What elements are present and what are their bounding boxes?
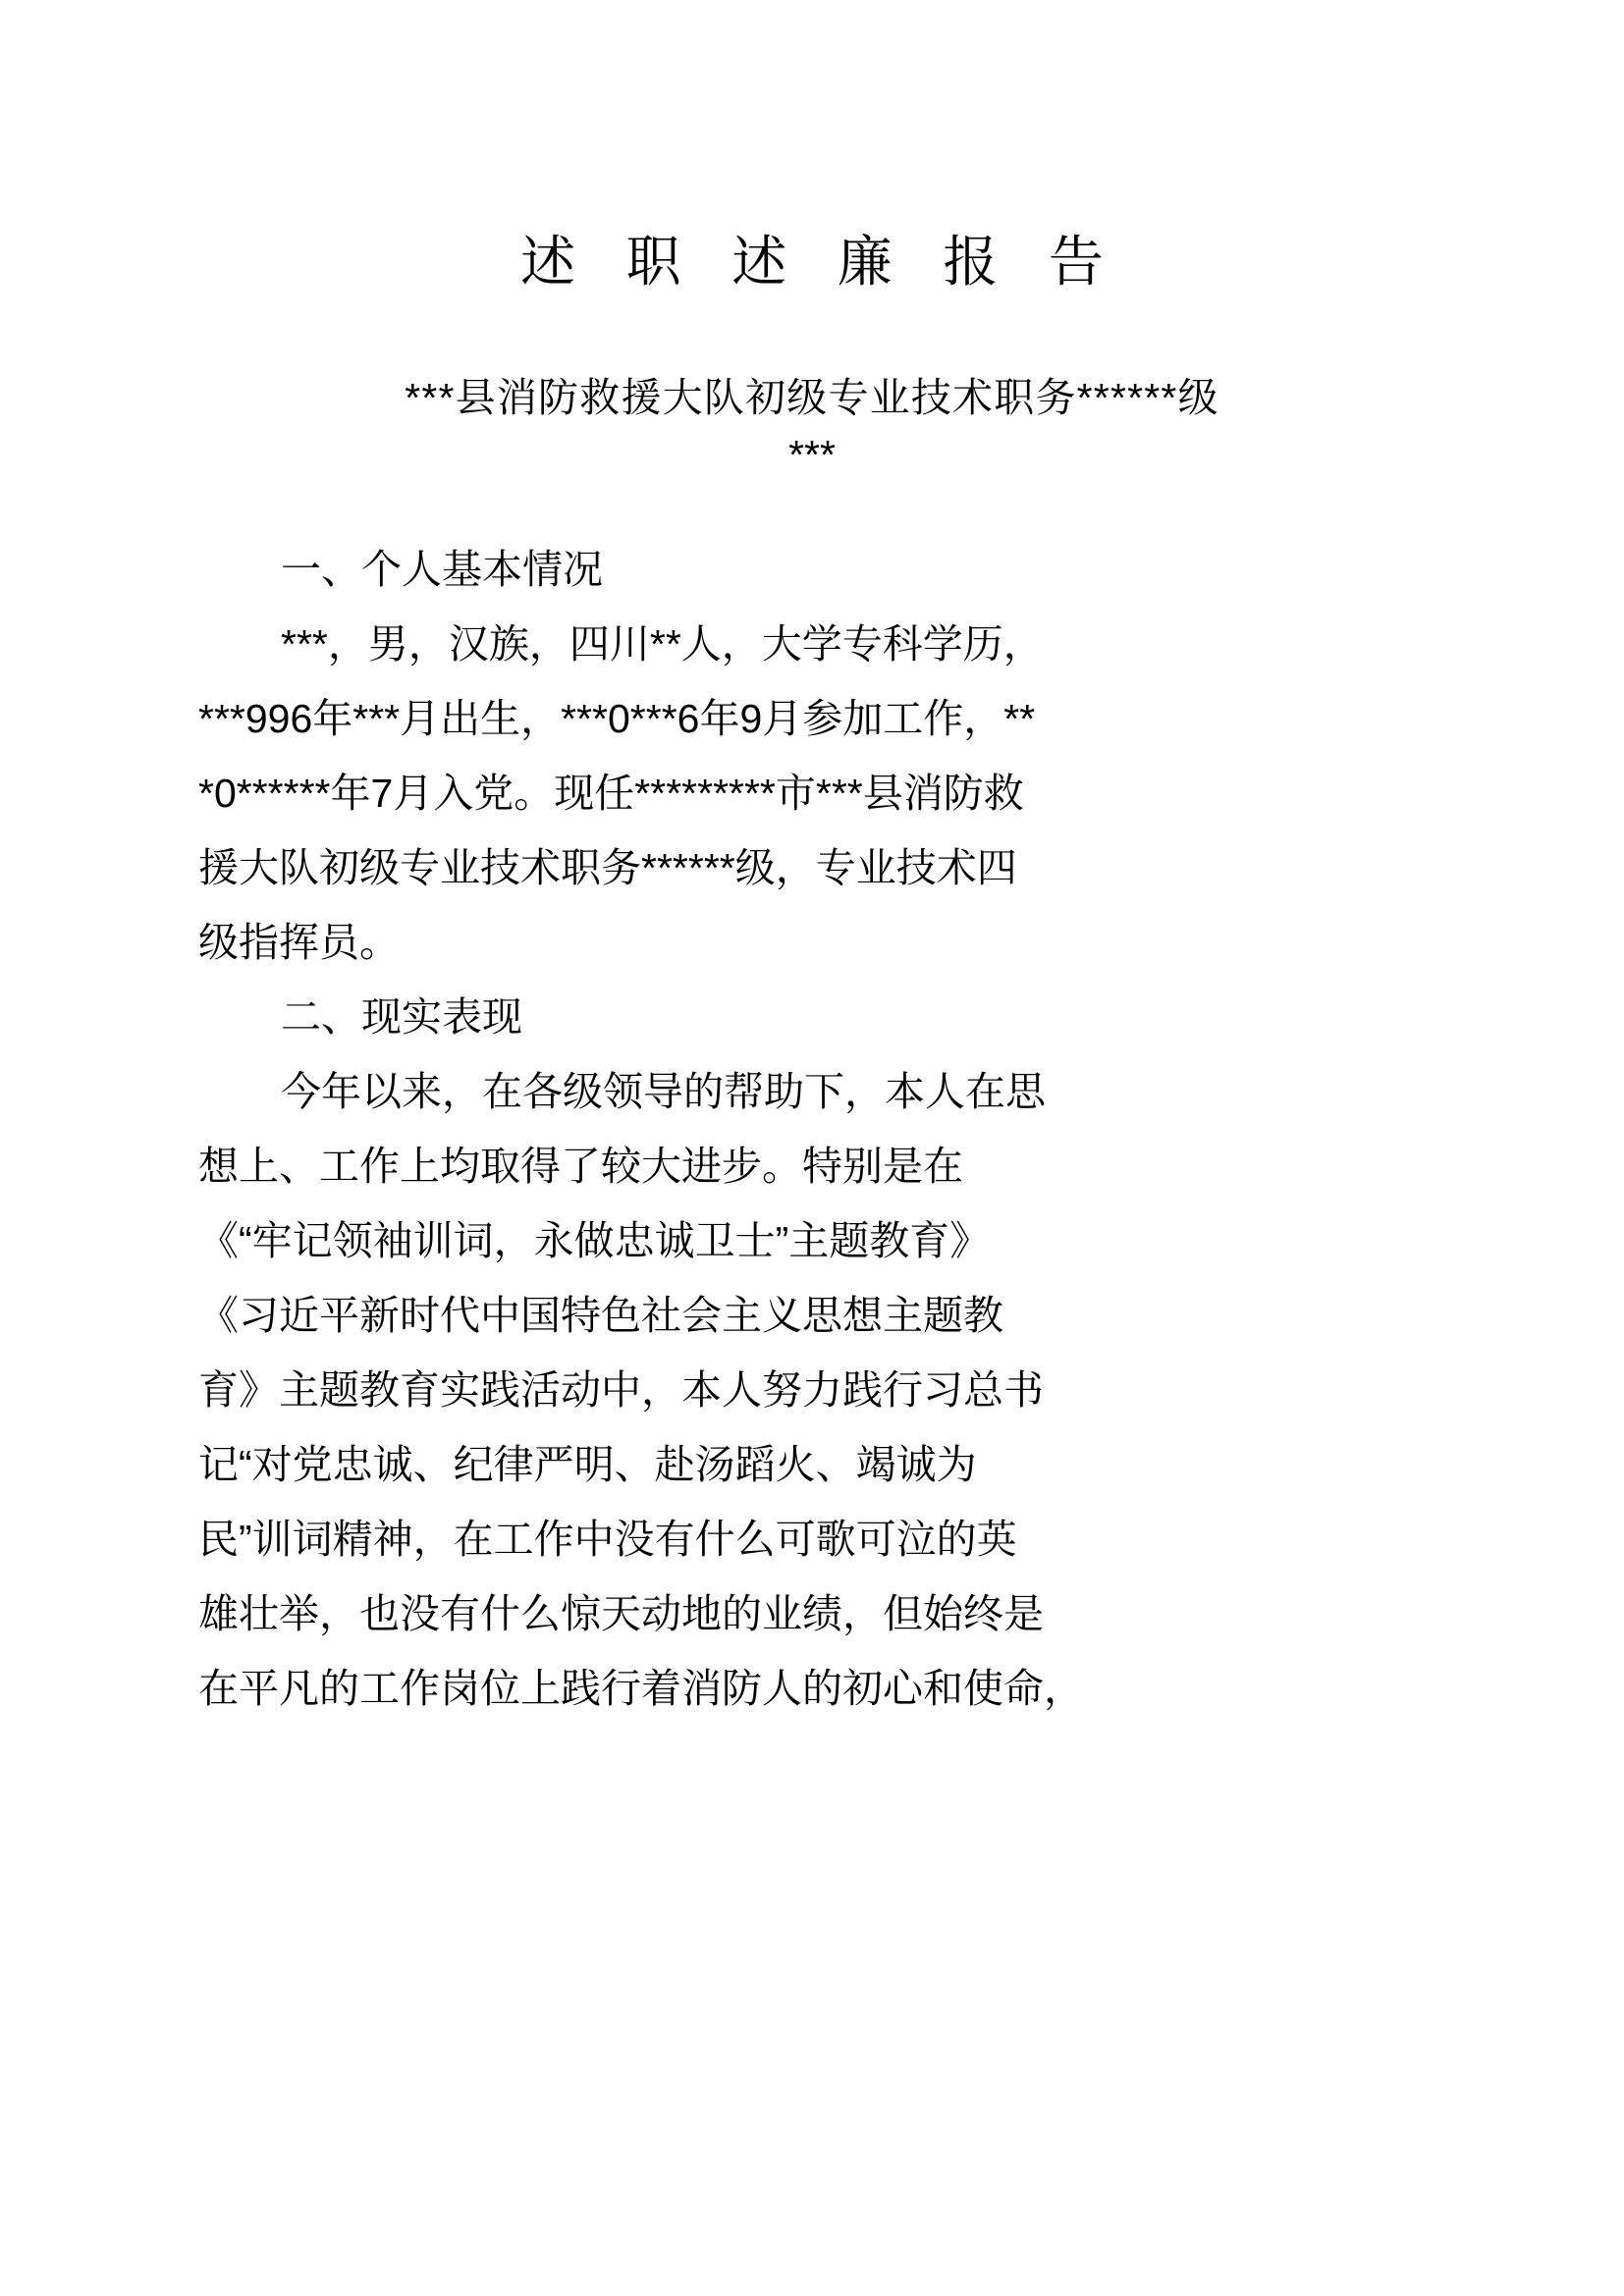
subtitle-block	[198, 369, 1426, 483]
paragraph-line: 《习近平新时代中国特色社会主义思想主题教	[198, 1293, 1003, 1339]
paragraph-line: 雄壮举，也没有什么惊天动地的业绩，但始终是	[198, 1591, 1044, 1637]
paragraph-line: *0******年7月入党。现任*********市***县消防救	[198, 771, 1024, 817]
paragraph-line: 想上、工作上均取得了较大进步。特别是在	[198, 1144, 963, 1190]
paragraph-line: 记“对党忠诚、纪律严明、赴汤蹈火、竭诚为	[198, 1442, 977, 1488]
paragraph-line: 援大队初级专业技术职务******级，专业技术四	[198, 845, 1017, 891]
section-heading-1: 一、个人基本情况	[281, 547, 603, 593]
paragraph-line: 在平凡的工作岗位上践行着消防人的初心和使命，	[198, 1666, 1084, 1712]
paragraph-line: 育》主题教育实践活动中，本人努力践行习总书	[198, 1367, 1044, 1414]
subtitle-line-2: ***	[788, 432, 836, 478]
section-heading-2: 二、现实表现	[281, 994, 522, 1041]
paragraph-line: 今年以来，在各级领导的帮助下，本人在思	[281, 1069, 1046, 1115]
paragraph-line: ***996年***月出生，***0***6年9月参加工作，**	[198, 696, 1036, 742]
paragraph-line: 《“牢记领袖训词，永做忠诚卫士”主题教育》	[198, 1218, 991, 1264]
subtitle-line-1: ***县消防救援大队初级专业技术职务******级	[405, 375, 1219, 420]
page-title: 述 职 述 廉 报 告	[520, 231, 1121, 293]
paragraph-1-1	[198, 607, 1426, 980]
paragraph-2-1	[198, 1054, 1426, 1726]
paragraph-line: ***，男，汉族，四川**人，大学专科学历，	[281, 621, 1044, 667]
paragraph-line: 级指挥员。	[198, 920, 400, 966]
paragraph-line: 民”训词精神，在工作中没有什么可歌可泣的英	[198, 1517, 1017, 1563]
document-body	[198, 532, 1426, 1726]
